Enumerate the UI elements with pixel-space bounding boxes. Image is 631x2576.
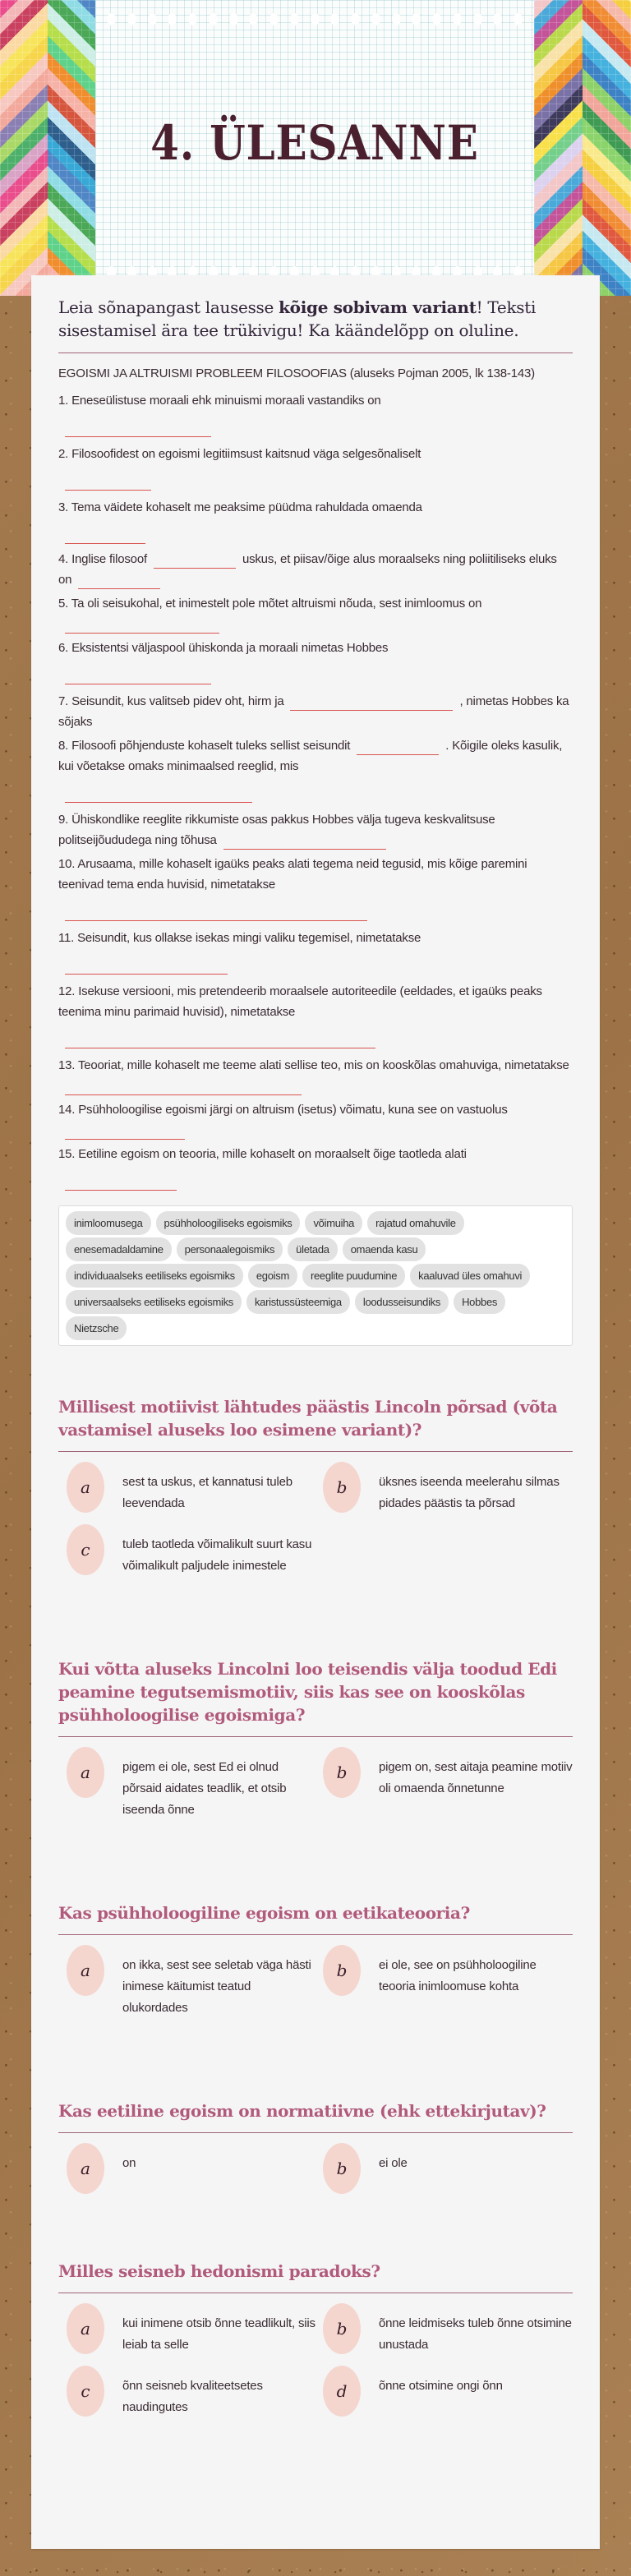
mc-question-1 (58, 1395, 573, 1577)
section-title: EGOISMI JA ALTRUISMI PROBLEEM FILOSOOFIAS (aluseks Pojman 2005, lk 138-143) (58, 366, 535, 380)
instructions: Leia sõnapangast lausesse kõige sobivam variant! Teksti sisestamisel ära tee trükivigu! Ka käändelõpp on oluline. (58, 297, 537, 340)
word-chip[interactable]: inimloomusega (66, 1211, 151, 1235)
option-text: kui inimene otsib õnne teadlikult, siis leiab ta selle (122, 2316, 316, 2352)
question-3: 3. Tema väidete kohaselt me peaksime püüdma rahuldada omaenda (58, 497, 573, 544)
option-letter-badge: a (67, 1945, 104, 1996)
instructions-bold: kõige sobivam variant (279, 297, 477, 317)
answer-blank-2[interactable] (65, 472, 151, 491)
option-text: pigem ei ole, sest Ed ei olnud põrsaid aidates teadlik, et otsib iseenda õnne (122, 1760, 287, 1817)
option-letter-badge: b (323, 1462, 361, 1513)
mc-options (58, 1752, 573, 1821)
word-chip[interactable]: loodusseisundiks (355, 1290, 449, 1314)
mc-options (58, 2148, 573, 2194)
question-5: 5. Ta oli seisukohal, et inimestelt pole mõtet altruismi nõuda, sest inimloomus on (58, 593, 573, 634)
graph-paper (95, 0, 534, 296)
option-a[interactable] (67, 2308, 316, 2356)
option-a[interactable] (67, 1467, 316, 1514)
option-text: õnne leidmiseks tuleb õnne otsimine unustada (379, 2316, 572, 2352)
word-chip[interactable]: reeglite puudumine (302, 1264, 405, 1288)
answer-blank-12[interactable] (65, 1030, 375, 1048)
option-letter-badge: b (323, 2303, 361, 2354)
answer-blank-14[interactable] (65, 1122, 185, 1140)
option-text: ei ole, see on psühholoogiline teooria inimloomuse kohta (379, 1958, 537, 1993)
option-letter-badge: a (67, 1747, 104, 1798)
question-11: 11. Seisundit, kus ollakse isekas mingi valiku tegemisel, nimetatakse (58, 928, 573, 975)
option-b[interactable] (323, 1950, 573, 2019)
answer-blank-5[interactable] (65, 615, 219, 634)
option-c[interactable] (67, 2371, 316, 2418)
option-letter-badge: a (67, 2303, 104, 2354)
mc-question-3 (58, 1901, 573, 2019)
mc-question-title: Kas psühholoogiline egoism on eetikateooria? (58, 1903, 470, 1923)
divider (58, 2132, 573, 2133)
word-chip[interactable]: võimuiha (305, 1211, 362, 1235)
answer-blank-1[interactable] (65, 419, 211, 437)
answer-blank-8a[interactable] (357, 737, 439, 755)
word-chip[interactable]: egoism (248, 1264, 297, 1288)
divider (58, 1736, 573, 1737)
option-letter-badge: a (67, 2143, 104, 2194)
option-letter-badge: b (323, 1945, 361, 1996)
option-c[interactable] (67, 1529, 316, 1577)
mc-options (58, 2308, 573, 2418)
word-chip[interactable]: individuaalseks eetiliseks egoismiks (66, 1264, 243, 1288)
word-chip[interactable]: omaenda kasu (343, 1237, 426, 1261)
option-text: õnn seisneb kvaliteetsetes naudingutes (122, 2379, 263, 2414)
exercise-card (31, 275, 600, 2549)
option-a[interactable] (67, 2148, 316, 2194)
word-chip[interactable]: enesemadaldamine (66, 1237, 172, 1261)
answer-blank-9[interactable] (223, 832, 386, 850)
word-chip[interactable]: ületada (288, 1237, 338, 1261)
option-d[interactable] (323, 2371, 573, 2418)
mc-question-title: Millisest motiivist lähtudes päästis Lincoln põrsad (võta vastamisel aluseks loo esimene variant)? (58, 1397, 558, 1440)
option-text: üksnes iseenda meelerahu silmas pidades päästis ta põrsad (379, 1475, 560, 1510)
header-banner (0, 0, 631, 296)
option-b[interactable] (323, 2148, 573, 2194)
mc-question-title: Kas eetiline egoism on normatiivne (ehk ettekirjutav)? (58, 2101, 546, 2121)
option-text: õnne otsimine ongi õnn (379, 2379, 503, 2393)
option-letter-badge: a (67, 1462, 104, 1513)
word-chip[interactable]: psühholoogiliseks egoismiks (156, 1211, 301, 1235)
answer-blank-4a[interactable] (154, 551, 236, 569)
question-7: 7. Seisundit, kus valitseb pidev oht, hirm ja , nimetas Hobbes ka sõjaks (58, 694, 569, 729)
option-text: on ikka, sest see seletab väga hästi inimese käitumist teatud olukordades (122, 1958, 311, 2015)
answer-blank-7[interactable] (290, 693, 453, 711)
notebook-holes-top (107, 13, 523, 25)
mc-options (58, 1467, 573, 1577)
question-12: 12. Isekuse versiooni, mis pretendeerib moraalsele autoriteedile (eeldades, et igaüks peaks teenima minu parimaid huvisid), nimetatakse (58, 981, 573, 1048)
option-letter-badge: b (323, 2143, 361, 2194)
question-15: 15. Eetiline egoism on teooria, mille kohaselt on moraalselt õige taotleda alati (58, 1144, 573, 1191)
mc-options (58, 1950, 573, 2019)
left-chevron-decoration (0, 0, 95, 296)
option-a[interactable] (67, 1950, 316, 2019)
option-a[interactable] (67, 1752, 316, 1821)
word-chip[interactable]: Nietzsche (66, 1316, 127, 1340)
word-bank (58, 1205, 573, 1346)
answer-blank-15[interactable] (65, 1173, 177, 1191)
divider (58, 1934, 573, 1935)
option-b[interactable] (323, 1467, 573, 1514)
divider (58, 1451, 573, 1452)
option-letter-badge: c (67, 1524, 104, 1575)
answer-blank-11[interactable] (65, 956, 228, 975)
word-chip[interactable]: universaalseks eetiliseks egoismiks (66, 1290, 242, 1314)
option-text: sest ta uskus, et kannatusi tuleb leevendada (122, 1475, 292, 1510)
option-text: tuleb taotleda võimalikult suurt kasu võimalikult paljudele inimestele (122, 1537, 312, 1573)
option-letter-badge: d (323, 2366, 361, 2417)
option-b[interactable] (323, 1752, 573, 1821)
word-chip[interactable]: kaaluvad üles omahuvi (410, 1264, 530, 1288)
option-text: on (122, 2156, 136, 2170)
mc-question-5 (58, 2260, 573, 2418)
option-b[interactable] (323, 2308, 573, 2356)
question-9: 9. Ühiskondlike reeglite rikkumiste osas pakkus Hobbes välja tugeva keskvalitsuse politseijõududega ning tõhusa (58, 809, 573, 850)
mc-question-4 (58, 2099, 573, 2194)
answer-blank-13[interactable] (65, 1077, 302, 1095)
question-8: 8. Filosoofi põhjenduste kohaselt tuleks sellist seisundit . Kõigile oleks kasulik, kui võetakse omaks minimaalsed reeglid, mis (58, 735, 573, 803)
word-chip[interactable]: karistussüsteemiga (246, 1290, 350, 1314)
word-chip[interactable]: Hobbes (454, 1290, 505, 1314)
question-10: 10. Arusaama, mille kohaselt igaüks peaks alati tegema neid tegusid, mis kõige paremini teenivad tema enda huvisid, nimetatakse (58, 854, 573, 921)
option-text: ei ole (379, 2156, 408, 2170)
mc-question-title: Milles seisneb hedonismi paradoks? (58, 2261, 380, 2281)
question-6: 6. Eksistentsi väljaspool ühiskonda ja moraali nimetas Hobbes (58, 638, 573, 684)
answer-blank-4b[interactable] (78, 571, 160, 589)
question-14: 14. Psühholoogilise egoismi järgi on altruism (isetus) võimatu, kuna see on vastuolus (58, 1099, 573, 1141)
answer-blank-10[interactable] (65, 903, 367, 921)
option-letter-badge: c (67, 2366, 104, 2417)
page-title: 4. ÜLESANNE (150, 115, 479, 171)
option-text: pigem on, sest aitaja peamine motiiv oli omaenda õnnetunne (379, 1760, 573, 1795)
word-chip[interactable]: rajatud omahuvile (367, 1211, 464, 1235)
answer-blank-8b[interactable] (65, 785, 252, 803)
question-4: 4. Inglise filosoof uskus, et piisav/õige alus moraalseks ning poliitiliseks eluks on (58, 549, 573, 590)
mc-question-title: Kui võtta aluseks Lincolni loo teisendis välja toodud Edi peamine tegutsemismotiiv, siis kas see on kooskõlas psühholoogilise egoismiga? (58, 1659, 557, 1725)
right-chevron-decoration (534, 0, 631, 296)
answer-blank-6[interactable] (65, 666, 211, 684)
question-1: 1. Eneseülistuse moraali ehk minuismi moraali vastandiks on (58, 390, 573, 437)
word-chip[interactable]: personaalegoismiks (177, 1237, 283, 1261)
option-letter-badge: b (323, 1747, 361, 1798)
question-2: 2. Filosoofidest on egoismi legitiimsust kaitsnud väga selgesõnaliselt (58, 444, 573, 491)
mc-question-2 (58, 1657, 573, 1821)
answer-blank-3[interactable] (65, 526, 145, 544)
question-13: 13. Teooriat, mille kohaselt me teeme alati sellise teo, mis on kooskõlas omahuviga, nimetatakse (58, 1055, 573, 1096)
